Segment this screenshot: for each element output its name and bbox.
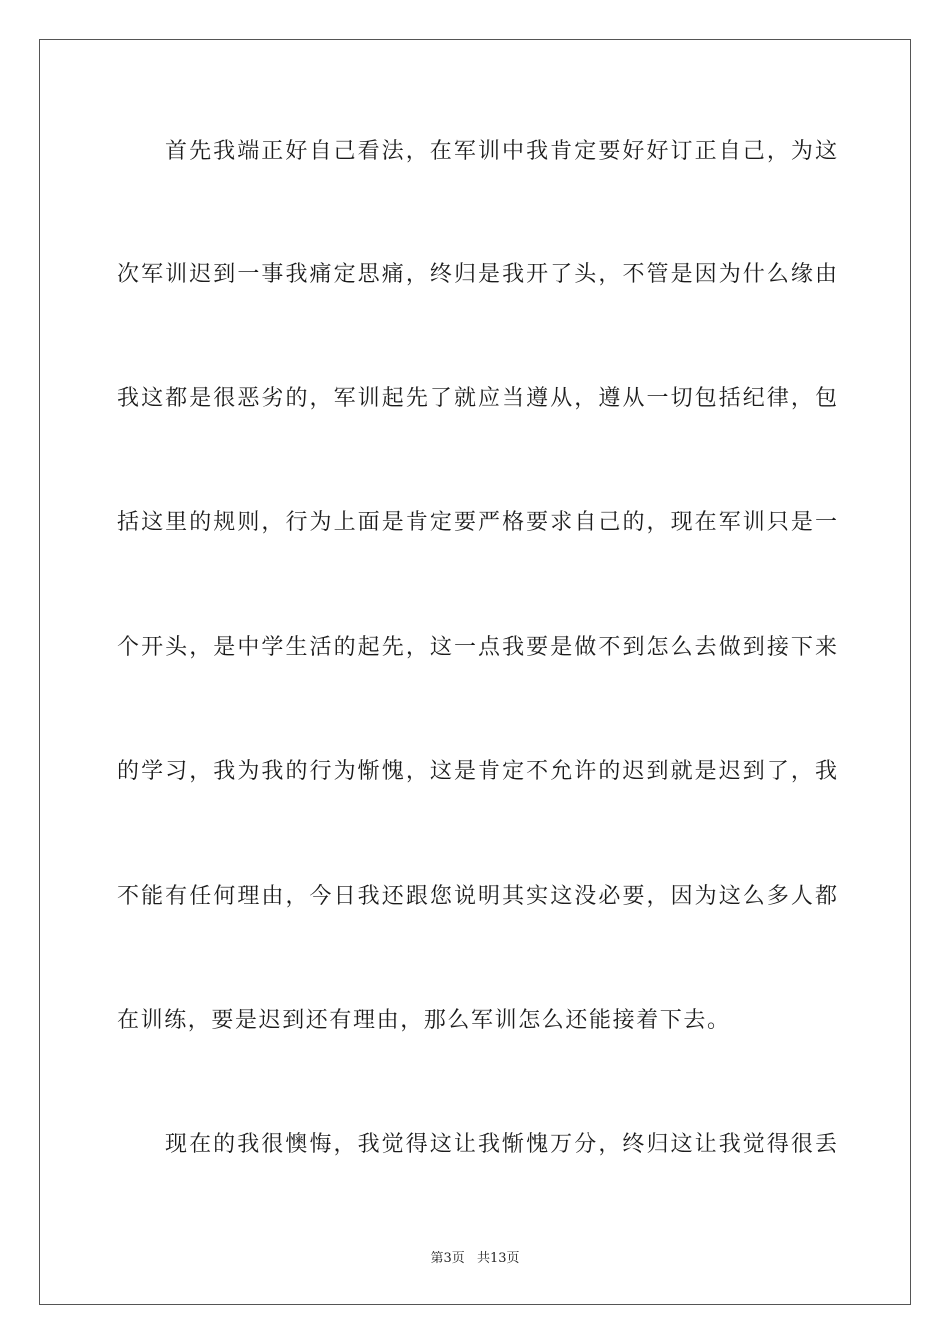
page-number: 第3页: [430, 1251, 465, 1266]
paragraph-line: 不能有任何理由，今日我还跟您说明其实这没必要，因为这么多人都: [117, 884, 837, 909]
paragraph-line: 现在的我很懊悔，我觉得这让我惭愧万分，终归这让我觉得很丢: [165, 1132, 837, 1157]
paragraph-line: 括这里的规则，行为上面是肯定要严格要求自己的，现在军训只是一: [117, 510, 837, 535]
paragraph-line: 的学习，我为我的行为惭愧，这是肯定不允许的迟到就是迟到了，我: [117, 759, 837, 784]
paragraph-line: 我这都是很恶劣的，军训起先了就应当遵从，遵从一切包括纪律，包: [117, 386, 837, 411]
paragraph-line: 次军训迟到一事我痛定思痛，终归是我开了头，不管是因为什么缘由: [117, 262, 837, 287]
paragraph-line: 在训练，要是迟到还有理由，那么军训怎么还能接着下去。: [117, 1008, 731, 1033]
paragraph-line: 个开头，是中学生活的起先，这一点我要是做不到怎么去做到接下来: [117, 635, 837, 660]
paragraph-line: 首先我端正好自己看法，在军训中我肯定要好好订正自己，为这: [165, 139, 837, 164]
page-total: 共13页: [476, 1251, 520, 1266]
page-footer: [0, 1247, 950, 1266]
page-border: [39, 39, 911, 1305]
